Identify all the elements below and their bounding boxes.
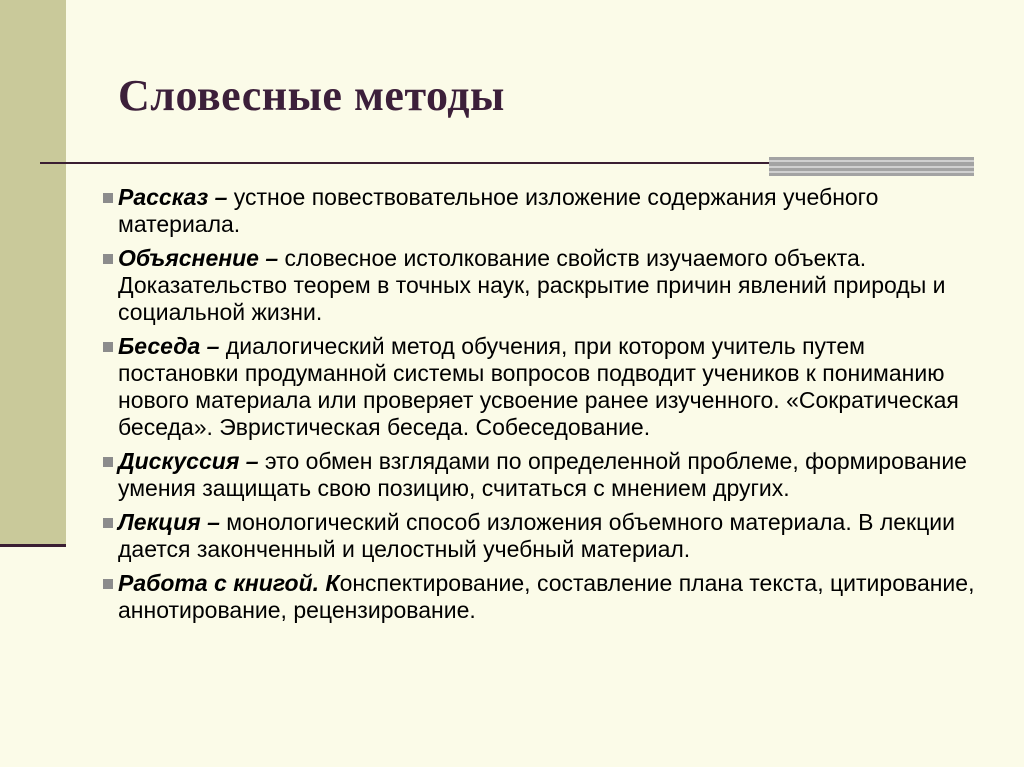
slide-title: Словесные методы [118,71,505,120]
item-term: Дискуссия – [118,448,259,474]
item-text: это обмен взглядами по определенной проблеме, формирование умения защищать свою позицию, считаться с мнением других. [118,448,967,501]
bullet-icon [103,579,113,589]
title-underline-accent [769,157,974,176]
list-item-discussion [106,448,986,502]
list-item-conversation [106,333,986,441]
bullet-icon [103,254,113,264]
item-term: Рассказ – [118,184,228,210]
left-decor-band [0,0,66,546]
list-item-lecture [106,509,986,563]
bullet-icon [103,457,113,467]
item-text: онспектирование, составление плана текста, цитирование, аннотирование, рецензирование. [118,570,975,623]
left-decor-rule [0,544,66,547]
item-text: диалогический метод обучения, при котором учитель путем постановки продуманной системы вопросов подводит учеников к пониманию нового материала или проверяет усвоение ранее изученного. «Сократическая беседа». Эвристическая беседа. Собеседование. [118,333,959,440]
item-term: Объяснение – [118,245,279,271]
item-term: Беседа – [118,333,220,359]
item-text: устное повествовательное изложение содержания учебного материала. [118,184,879,237]
item-term: Лекция – [118,509,220,535]
list-item-explanation [106,245,986,326]
bullet-icon [103,193,113,203]
item-text: словесное истолкование свойств изучаемого объекта. Доказательство теорем в точных наук, раскрытие причин явлений природы и социальной жизни. [118,245,946,325]
list-item-story [106,184,986,238]
bullet-icon [103,518,113,528]
item-term: Работа с книгой. К [118,570,340,596]
list-item-book-work [106,570,986,624]
bullet-icon [103,342,113,352]
method-list [106,184,986,631]
item-text: монологический способ изложения объемного материала. В лекции дается законченный и целостный учебный материал. [118,509,955,562]
